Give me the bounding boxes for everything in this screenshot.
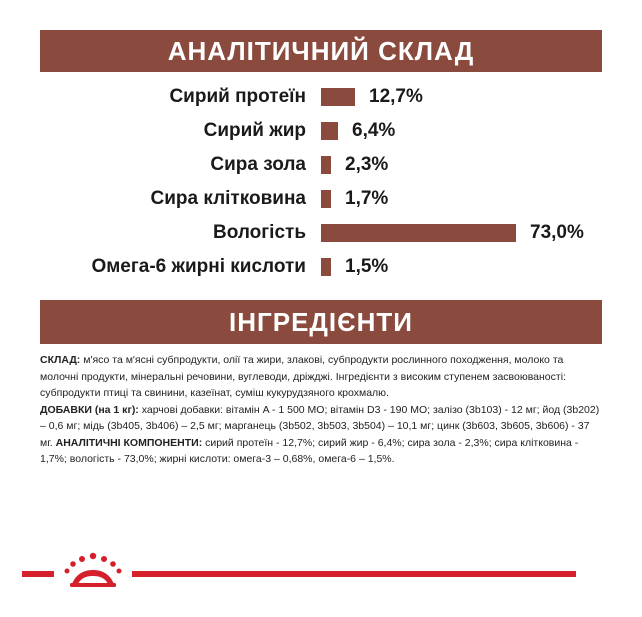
chart-bar xyxy=(321,190,331,208)
chart-value-label: 2,3% xyxy=(345,154,389,175)
analysis-title: АНАЛІТИЧНИЙ СКЛАД xyxy=(167,35,475,66)
chart-value-label: 1,5% xyxy=(345,256,389,277)
chart-category-label: Сирий протеїн xyxy=(169,86,306,107)
chart-row xyxy=(0,182,642,216)
analysis-bar-chart xyxy=(0,80,642,290)
ingredients-title: ІНГРЕДІЄНТИ xyxy=(228,306,413,337)
chart-category-label: Сирий жир xyxy=(203,120,306,141)
chart-bar xyxy=(321,88,355,106)
chart-row xyxy=(0,216,642,250)
ingredients-title-banner xyxy=(40,300,602,344)
chart-category-label: Сира зола xyxy=(210,154,306,175)
composition-label: СКЛАД: xyxy=(40,354,81,366)
chart-value-label: 73,0% xyxy=(530,222,584,243)
chart-value-label: 6,4% xyxy=(352,120,396,141)
chart-category-label: Омега-6 жирні кислоти xyxy=(91,256,306,277)
chart-value-label: 12,7% xyxy=(369,86,423,107)
footer-red-line-right xyxy=(132,571,576,577)
chart-row xyxy=(0,250,642,284)
analytical-label: АНАЛІТИЧНІ КОМПОНЕНТИ: xyxy=(52,436,203,449)
royal-canin-crown-icon xyxy=(58,550,128,590)
chart-bar xyxy=(321,258,331,276)
composition-text: м'ясо та м'ясні субпродукти, олії та жири, злакові, субпродукти рослинного походження, молоко та молочні продукти, мінеральні речовини, вуглеводи, дріжджі. Інгредієнти з високим ступенем засвоюваності: субпродукти птиці та свинини, казеїнат, суміш кукурудзяного крохмалю. xyxy=(40,354,566,399)
chart-bar xyxy=(321,156,331,174)
footer-red-line-left xyxy=(22,571,54,577)
chart-category-label: Вологість xyxy=(212,222,306,243)
chart-value-label: 1,7% xyxy=(345,188,389,209)
analysis-title-banner xyxy=(40,30,602,72)
chart-bar xyxy=(321,122,338,140)
chart-category-label: Сира клітковина xyxy=(150,188,306,209)
ingredients-text-block xyxy=(40,352,602,468)
analytical-text: сирий протеїн - 12,7%; сирий жир - 6,4%; сира зола - 2,3%; сира клітковина - 1,7%; вологість - 73,0%; жирні кислоти: омега-3 – 0,68%, омега-6 – 1,5%. xyxy=(40,436,579,465)
chart-row xyxy=(0,114,642,148)
chart-row xyxy=(0,80,642,114)
chart-bar xyxy=(321,224,516,242)
chart-row xyxy=(0,148,642,182)
additives-text: харчові добавки: вітамін A - 1 500 МО; вітамін D3 - 190 МО; залізо (3b103) - 12 мг; йод (3b202) – 0,6 мг; мідь (3b405, 3b406) – 2,5 мг; марганець (3b502, 3b503, 3b504) – 10,1 мг; цинк (3b603, 3b605, 3b606) - 37 мг. xyxy=(40,403,600,449)
additives-label: ДОБАВКИ (на 1 кг): xyxy=(40,403,139,416)
